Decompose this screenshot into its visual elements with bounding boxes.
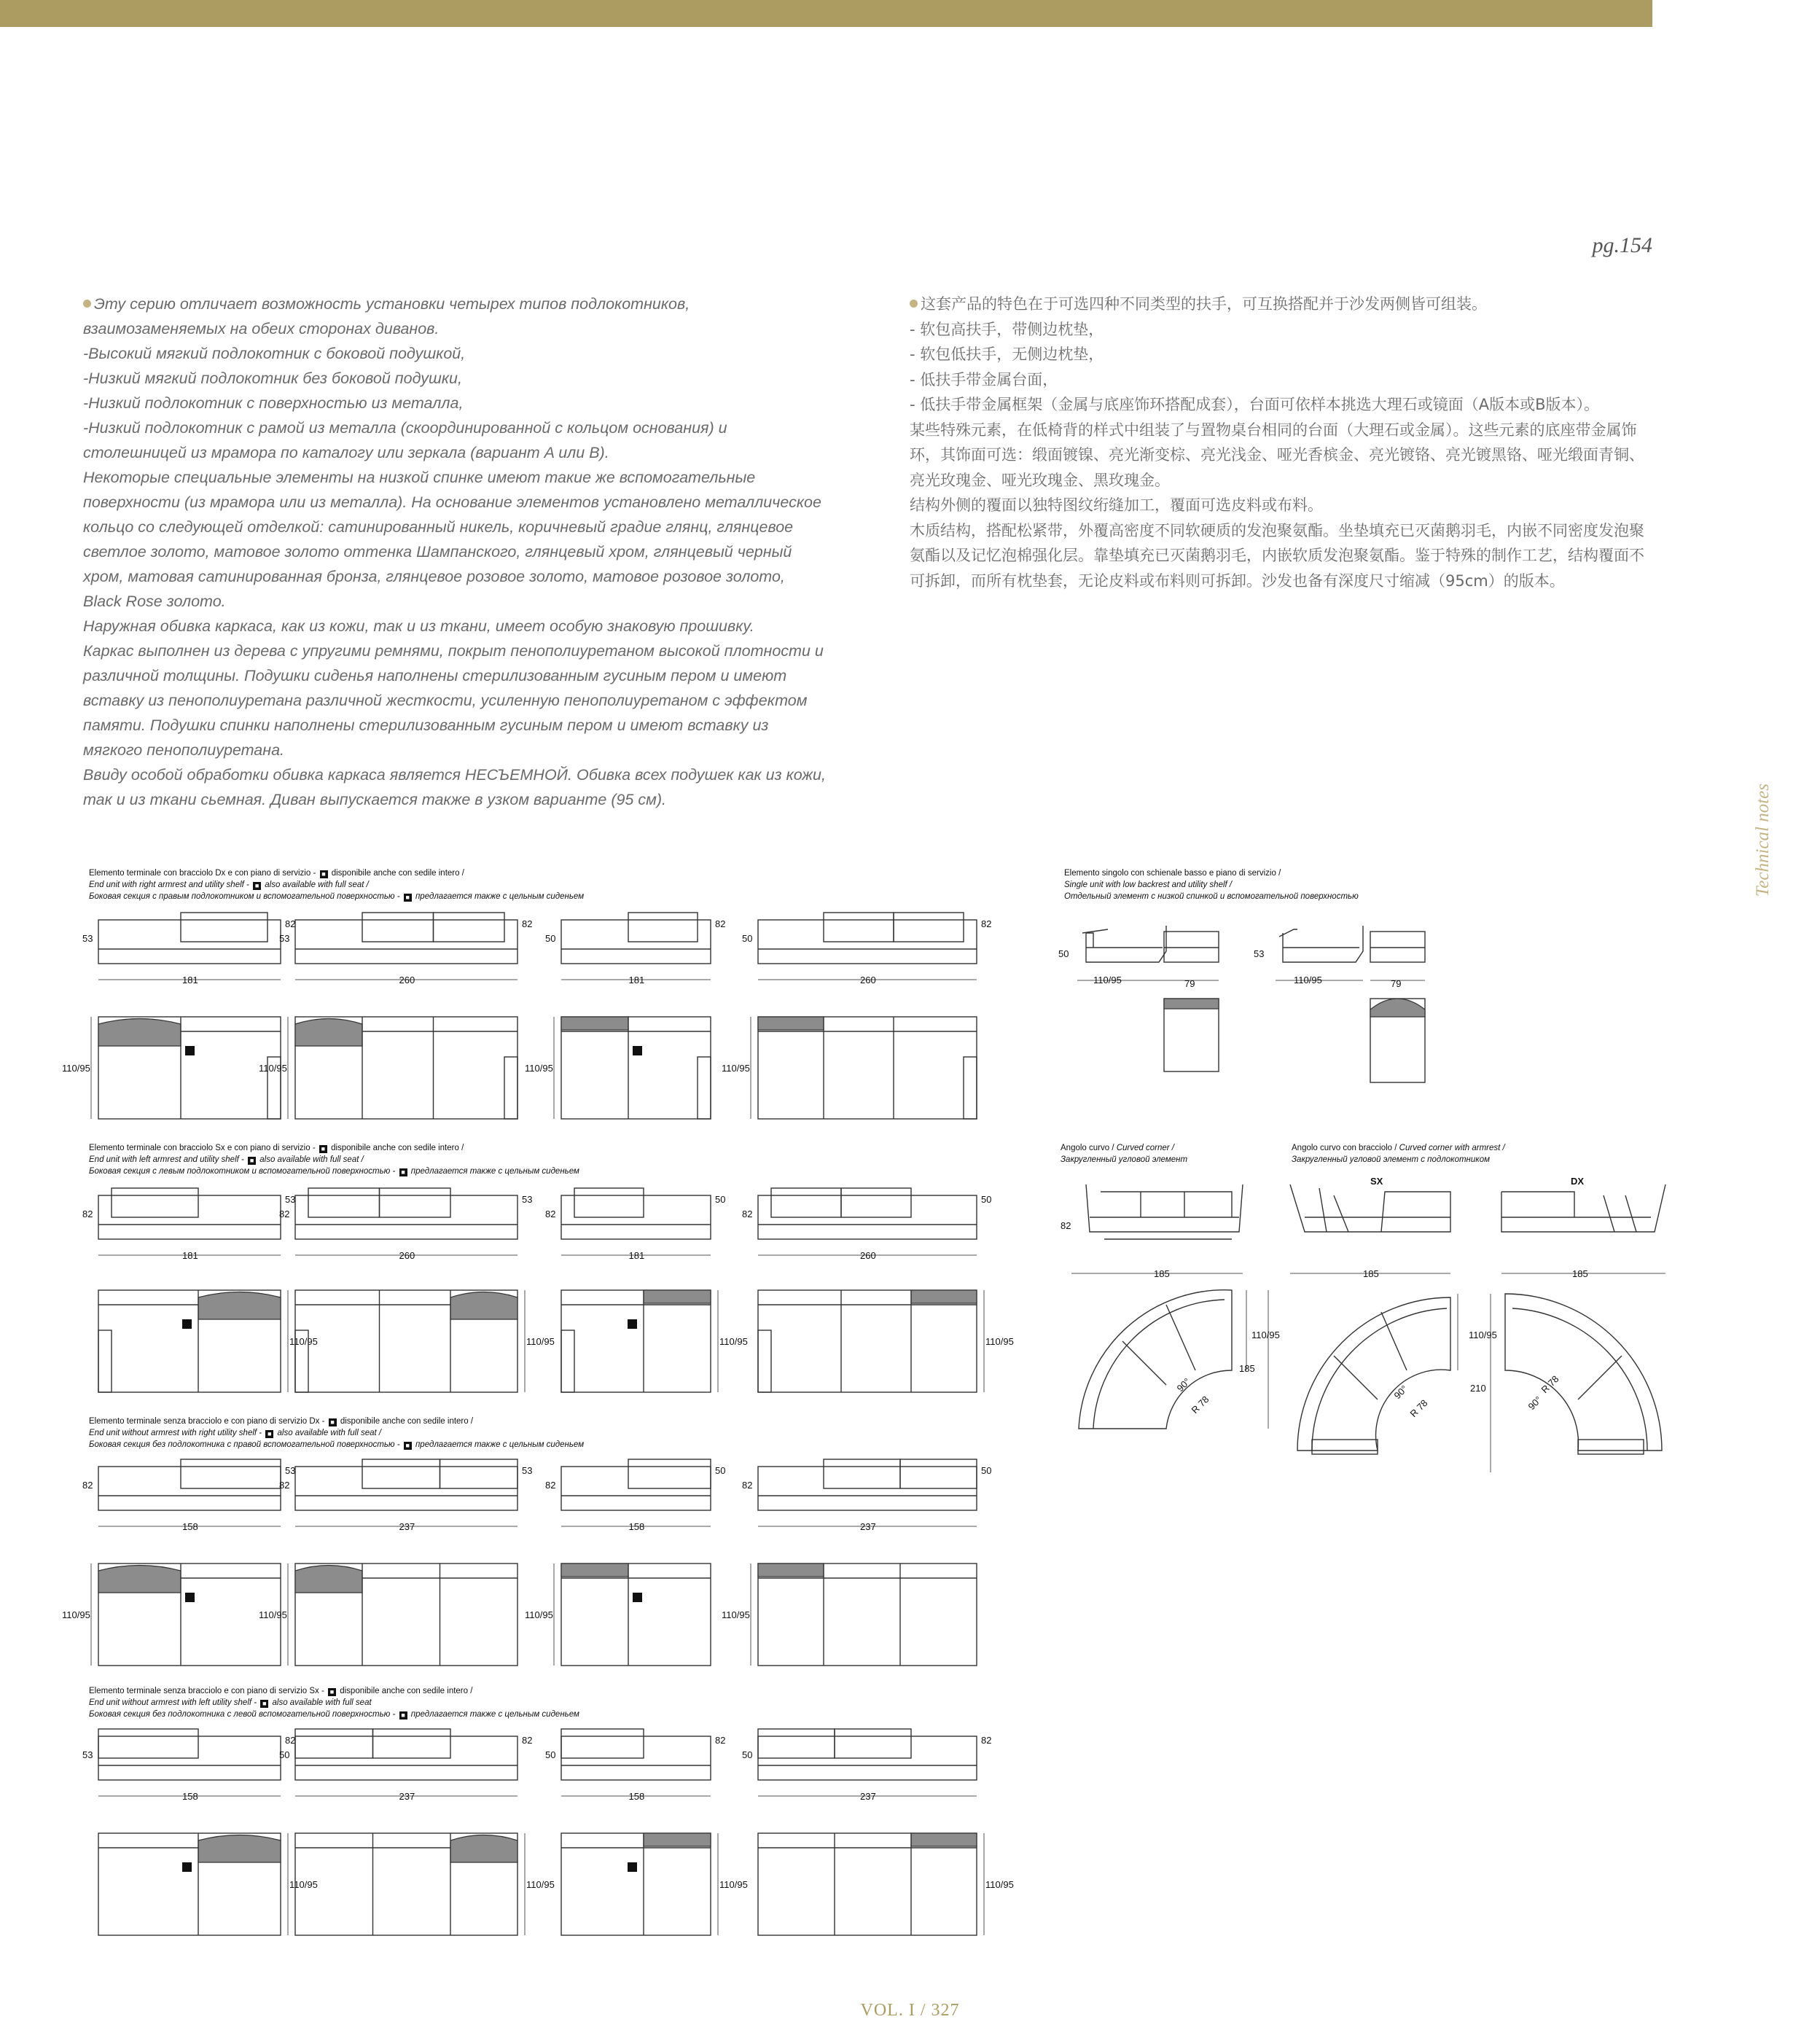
zh-paragraph: - 低扶手带金属框架（金属与底座饰环搭配成套），台面可依样本挑选大理石或镜面（A版本或B版本）。 (910, 396, 1600, 413)
dim-width: 237 (399, 1521, 415, 1532)
sofa-module (259, 913, 532, 1119)
dim-label: 185 (1239, 1363, 1255, 1374)
back-cushion (900, 1459, 977, 1488)
dim-height: 53 (279, 933, 290, 944)
sofa-module (62, 1459, 295, 1666)
zh-paragraph: 结构外侧的覆面以独特图纹绗缝加工，覆面可选皮料或布料。 (910, 496, 1323, 514)
zh-paragraph: - 软包低扶手，无侧边枕垫， (910, 346, 1104, 363)
caption-line-en: Single unit with low backrest and utility shelf / (1064, 881, 1233, 889)
dim-height: 50 (545, 1749, 556, 1760)
dim-depth: 110/95 (985, 1336, 1014, 1347)
full-seat-icon (628, 1319, 637, 1329)
caption-line-en: End unit with right armrest and utility shelf - ■ also available with full seat / (89, 881, 369, 889)
zh-paragraph: 木质结构，搭配松紧带，外覆高密度不同软硬质的发泡聚氨酯。坐垫填充已灭菌鹅羽毛，内嵌不同密度发泡聚氨酯以及记忆泡棉强化层。靠垫填充已灭菌鹅羽毛，内嵌软质发泡聚氨酯。鉴于特殊的制作工艺，结构覆面不可拆卸，而所有枕垫套，无论皮料或布料则可拆卸。沙发也备有深度尺寸缩减（95cm）的版本。 (910, 521, 1644, 590)
utility-shelf (98, 1019, 181, 1047)
sofa-module (545, 1729, 748, 1935)
dim-width: 181 (182, 1250, 198, 1261)
ru-paragraph: Каркас выполнен из дерева с упругими ремнями, покрыт пенополиуретаном высокой плотности и различной толщины. Подушки сиденья наполнены стерилизованным гусиным пером и имеют вставку из пенополиуретана различной жесткости, усиленную пенополиуретаном с эффектом памяти. Подушки спинки наполнены стерилизованным гусиным пером и имеют вставку из мягкого пенополиуретана. (83, 642, 824, 759)
full-seat-icon: ■ (248, 1157, 256, 1165)
sofa-module (742, 1729, 1014, 1935)
dim-width: 260 (860, 975, 876, 985)
dim-width: 237 (399, 1791, 415, 1802)
dim-depth: 110/95 (289, 1879, 318, 1890)
caption-line-ru: Закругленный угловой элемент с подлокотником (1292, 1155, 1490, 1164)
full-seat-icon: ■ (320, 870, 328, 878)
dim-depth: 110/95 (526, 1879, 555, 1890)
caption-line-ru: Боковая секция без подлокотника с левой вспомогательной поверхностью - ■ предлагается также с цельным сиденьем (89, 1710, 579, 1719)
back-cushion (835, 1729, 911, 1758)
dim-label: 90° (1391, 1383, 1410, 1402)
sofa-module (742, 1188, 1014, 1392)
utility-shelf (98, 1566, 181, 1593)
dim-depth: 110/95 (722, 1609, 750, 1620)
back-cushion (380, 1188, 451, 1217)
dim-height: 82 (715, 1735, 726, 1746)
back-cushion (373, 1729, 451, 1758)
plan-outline (561, 1564, 711, 1666)
dim-depth: 110/95 (526, 1336, 555, 1347)
back-cushion (308, 1188, 380, 1217)
armrest (758, 1330, 771, 1392)
dim-label: 110/95 (1093, 975, 1122, 985)
curved-corner-drawing (1061, 1184, 1280, 1429)
utility-shelf (450, 1292, 518, 1320)
dim-label: R 78 (1189, 1394, 1211, 1416)
zh-paragraph: - 低扶手带金属台面， (910, 370, 1058, 389)
full-seat-icon: ■ (404, 1442, 412, 1450)
dim-height: 50 (715, 1194, 726, 1205)
back-cushion (440, 1459, 518, 1488)
utility-shelf (758, 1017, 824, 1030)
utility-shelf (198, 1292, 281, 1320)
dim-width: 260 (399, 975, 415, 985)
dim-label: 79 (1184, 978, 1195, 989)
sofa-module (722, 913, 991, 1119)
plan-outline (758, 1290, 977, 1392)
sofa-module (525, 913, 725, 1119)
ru-paragraph: Некоторые специальные элементы на низкой спинке имеют такие же вспомогательные поверхности (из мрамора или из металла). На основание элементов установлено металлическое кольцо со следующей отделкой: сатинированный никель, коричневый градиe глянц, глянцевое светлое золото, матовое золото оттенка Шампанского, глянцевый хром, глянцевый черный хром, матовая сатинированная бронза, глянцевое розовое золото, матовое розовое золото, Black Rose золото. (83, 469, 821, 610)
caption-line-ru: Закругленный угловой элемент (1061, 1155, 1188, 1164)
full-seat-icon (185, 1046, 195, 1055)
back-cushion (894, 913, 964, 942)
dim-label: 110/95 (1294, 975, 1322, 985)
dim-height: 50 (981, 1194, 992, 1205)
dim-label: 53 (1254, 948, 1265, 959)
dim-height: 82 (742, 1480, 753, 1491)
back-cushion (561, 1729, 644, 1758)
utility-shelf (644, 1290, 711, 1303)
side-label-technical-notes: Technical notes (1753, 784, 1773, 897)
full-seat-icon: ■ (399, 1168, 407, 1176)
utility-shelf (758, 1564, 824, 1577)
module-row-1 (62, 913, 991, 1119)
back-cushion (824, 1459, 900, 1488)
sofa-module (62, 913, 295, 1119)
back-cushion (295, 1729, 373, 1758)
plan-outline (758, 1833, 977, 1935)
full-seat-icon (182, 1319, 192, 1329)
dim-width: 158 (182, 1791, 198, 1802)
dim-height: 82 (82, 1480, 93, 1491)
dim-label: R 78 (1407, 1397, 1430, 1420)
dim-depth: 110/95 (62, 1609, 90, 1620)
dim-width: 158 (182, 1521, 198, 1532)
full-seat-icon (182, 1862, 192, 1872)
plan-outline (561, 1017, 711, 1119)
utility-shelf (198, 1835, 281, 1863)
back-cushion (758, 1729, 835, 1758)
dim-depth: 110/95 (719, 1336, 748, 1347)
back-cushion (434, 913, 505, 942)
dim-height: 50 (545, 933, 556, 944)
dim-height: 53 (285, 1194, 296, 1205)
dim-depth: 110/95 (62, 1063, 90, 1074)
plan-outline (758, 1017, 977, 1119)
utility-shelf (911, 1290, 977, 1303)
back-cushion (362, 1459, 440, 1488)
caption-line-it: Elemento terminale con bracciolo Sx e con piano di servizio - ■ disponibile anche con sedile intero / (89, 1144, 464, 1152)
caption-line-it: Elemento terminale senza bracciolo e con piano di servizio Sx - ■ disponibile anche con sedile intero / (89, 1687, 473, 1695)
caption-line-ru: Боковая секция с правым подлокотником и вспомогательной поверхностью - ■ предлагается также с цельным сиденьем (89, 892, 585, 901)
dim-height: 82 (981, 1735, 992, 1746)
plan-outline (561, 1290, 711, 1392)
dim-width: 158 (628, 1791, 645, 1802)
full-seat-icon (628, 1862, 637, 1872)
caption-line-it-en: Angolo curvo / Curved corner / (1061, 1144, 1174, 1152)
dim-height: 82 (522, 918, 533, 929)
dim-width: 181 (628, 1250, 645, 1261)
plan-outline (758, 1564, 977, 1666)
full-seat-icon (633, 1593, 642, 1602)
dim-height: 82 (285, 1735, 296, 1746)
ru-paragraph: -Высокий мягкий подлокотник с боковой подушкой, (83, 345, 466, 362)
dim-height: 82 (279, 1209, 290, 1219)
dim-height: 50 (279, 1749, 290, 1760)
dim-width: 260 (860, 1250, 876, 1261)
ru-paragraph: -Низкий мягкий подлокотник без боковой подушки, (83, 370, 462, 387)
dim-width: 158 (628, 1521, 645, 1532)
ru-paragraph: -Низкий подлокотник с рамой из металла (скоординированной с кольцом основания) и столешницей из мрамора по каталогу или зеркала (вариант A или B). (83, 419, 727, 461)
dim-label: 90° (1174, 1375, 1193, 1394)
sofa-module (279, 1729, 555, 1935)
back-cushion (574, 1188, 644, 1217)
armrest (98, 1330, 112, 1392)
dim-height: 50 (742, 1749, 753, 1760)
caption-line-ru: Боковая секция без подлокотника с правой вспомогательной поверхностью - ■ предлагается также с цельным сиденьем (89, 1440, 585, 1449)
utility-shelf (911, 1833, 977, 1846)
utility-shelf (644, 1833, 711, 1846)
dim-height: 82 (285, 918, 296, 929)
utility-shelf (295, 1019, 362, 1047)
dx-label: DX (1571, 1176, 1585, 1187)
module-row-4 (82, 1729, 1014, 1935)
armrest (561, 1330, 574, 1392)
dim-height: 53 (82, 933, 93, 944)
dim-label: 50 (1058, 948, 1069, 959)
dim-height: 53 (522, 1194, 533, 1205)
full-seat-icon: ■ (329, 1418, 337, 1426)
page-number: pg.154 (1592, 233, 1652, 257)
dim-label: 79 (1391, 978, 1402, 989)
dim-height: 53 (522, 1465, 533, 1476)
ru-paragraph: Ввиду особой обработки обивка каркаса является НЕСЪЕМНОЙ. Обивка всех подушек как из кожи, так и из ткани сьемная. Диван выпускается также в узком варианте (95 см). (83, 766, 826, 808)
dim-width: 260 (399, 1250, 415, 1261)
dim-label: 90° (1526, 1394, 1544, 1413)
caption-line-en: End unit without armrest with right utility shelf - ■ also available with full seat / (89, 1429, 382, 1437)
full-seat-icon: ■ (399, 1711, 407, 1719)
dim-height: 82 (715, 918, 726, 929)
armrest (504, 1057, 518, 1119)
dim-label: 185 (1363, 1268, 1379, 1279)
dim-height: 50 (715, 1465, 726, 1476)
dim-label: R 78 (1539, 1373, 1561, 1396)
dim-label: 82 (1061, 1220, 1071, 1231)
utility-shelf (561, 1017, 628, 1030)
dim-height: 50 (742, 933, 753, 944)
zh-text: 这套产品的特色在于可选四种不同类型的扶手，可互换搭配并于沙发两侧皆可组装。 (921, 295, 1487, 313)
dim-height: 82 (545, 1209, 556, 1219)
sx-label: SX (1370, 1176, 1383, 1187)
zh-paragraph: - 软包高扶手，带侧边枕垫， (910, 320, 1104, 338)
full-seat-icon: ■ (253, 882, 261, 890)
dim-depth: 110/95 (985, 1879, 1014, 1890)
armrest (964, 1057, 977, 1119)
caption-line-it: Elemento terminale con bracciolo Dx e con piano di servizio - ■ disponibile anche con sedile intero / (89, 869, 464, 878)
back-cushion (112, 1188, 198, 1217)
dim-label: 110/95 (1251, 1330, 1280, 1340)
dim-depth: 110/95 (289, 1336, 318, 1347)
module-row-2 (82, 1188, 1014, 1392)
caption-line-it: Elemento terminale senza bracciolo e con piano di servizio Dx - ■ disponibile anche con sedile intero / (89, 1417, 474, 1426)
dim-height: 50 (981, 1465, 992, 1476)
back-cushion (628, 1459, 711, 1488)
ru-paragraph: -Низкий подлокотник с поверхностью из металла, (83, 394, 464, 412)
full-seat-icon: ■ (260, 1700, 268, 1708)
utility-shelf (561, 1564, 628, 1577)
caption-line-ru: Отдельный элемент с низкой спинкой и вспомогательной поверхностью (1064, 892, 1359, 901)
full-seat-icon: ■ (265, 1430, 273, 1438)
caption-line-it: Elemento singolo con schienale basso e piano di servizio / (1064, 869, 1281, 878)
dim-height: 82 (279, 1480, 290, 1491)
single-unit-drawing (1058, 926, 1425, 1082)
dim-depth: 110/95 (259, 1063, 287, 1074)
caption-line-it-en: Angolo curvo con bracciolo / Curved corner with armrest / (1292, 1144, 1505, 1152)
dim-width: 237 (860, 1521, 876, 1532)
dim-depth: 110/95 (722, 1063, 750, 1074)
dim-label: 185 (1154, 1268, 1170, 1279)
ru-text: Эту серию отличает возможность установки четырех типов подлокотников, взаимозаменяемых на обеих сторонах диванов. (83, 295, 690, 337)
full-seat-icon: ■ (404, 894, 412, 902)
dim-depth: 110/95 (719, 1879, 748, 1890)
sofa-module (545, 1188, 748, 1392)
module-row-3 (62, 1459, 991, 1666)
back-cushion (628, 913, 698, 942)
full-seat-icon (633, 1046, 642, 1055)
back-cushion (98, 1729, 198, 1758)
armrest (698, 1057, 711, 1119)
back-cushion (181, 1459, 281, 1488)
curved-corner-armrest-drawing (1290, 1176, 1665, 1472)
back-cushion (362, 913, 434, 942)
dim-height: 82 (742, 1209, 753, 1219)
dim-label: 210 (1470, 1383, 1486, 1394)
plan-outline (561, 1833, 711, 1935)
dim-height: 82 (522, 1735, 533, 1746)
dim-height: 53 (285, 1465, 296, 1476)
dim-label: 185 (1572, 1268, 1588, 1279)
back-cushion (841, 1188, 911, 1217)
back-cushion (181, 913, 267, 942)
dim-width: 181 (628, 975, 645, 985)
utility-shelf (295, 1566, 362, 1593)
full-seat-icon: ■ (319, 1145, 327, 1153)
sofa-module (722, 1459, 991, 1666)
back-cushion (824, 913, 894, 942)
zh-paragraph: 某些特殊元素，在低椅背的样式中组装了与置物桌台相同的台面（大理石或金属）。这些元素的底座带金属饰环，其饰面可选：缎面镀镍、亮光渐变棕、亮光浅金、哑光香槟金、亮光镀铬、亮光镀黑铬、哑光缎面青铜、亮光玫瑰金、哑光玫瑰金、黑玫瑰金。 (910, 421, 1644, 489)
sofa-module (525, 1459, 725, 1666)
full-seat-icon (185, 1593, 195, 1602)
dim-depth: 110/95 (525, 1609, 553, 1620)
caption-line-ru: Боковая секция с левым подлокотником и вспомогательной поверхностью - ■ предлагается также с цельным сиденьем (89, 1167, 579, 1176)
dim-depth: 110/95 (259, 1609, 287, 1620)
dim-height: 82 (545, 1480, 556, 1491)
sofa-module (279, 1188, 555, 1392)
footer-volume: VOL. I / 327 (860, 2001, 960, 2020)
dim-depth: 110/95 (525, 1063, 553, 1074)
caption-line-en: End unit with left armrest and utility shelf - ■ also available with full seat / (89, 1155, 364, 1164)
dim-width: 181 (182, 975, 198, 985)
dim-height: 82 (981, 918, 992, 929)
dim-height: 82 (82, 1209, 93, 1219)
ru-paragraph: Наружная обивка каркаса, как из кожи, так и из ткани, имеет особую знаковую прошивку. (83, 617, 754, 635)
utility-shelf (450, 1835, 518, 1863)
back-cushion (771, 1188, 841, 1217)
sofa-module (259, 1459, 532, 1666)
dim-label: 110/95 (1469, 1330, 1497, 1340)
full-seat-icon: ■ (328, 1688, 336, 1696)
dim-height: 53 (82, 1749, 93, 1760)
caption-line-en: End unit without armrest with left utility shelf - ■ also available with full seat (89, 1698, 372, 1707)
dim-width: 237 (860, 1791, 876, 1802)
